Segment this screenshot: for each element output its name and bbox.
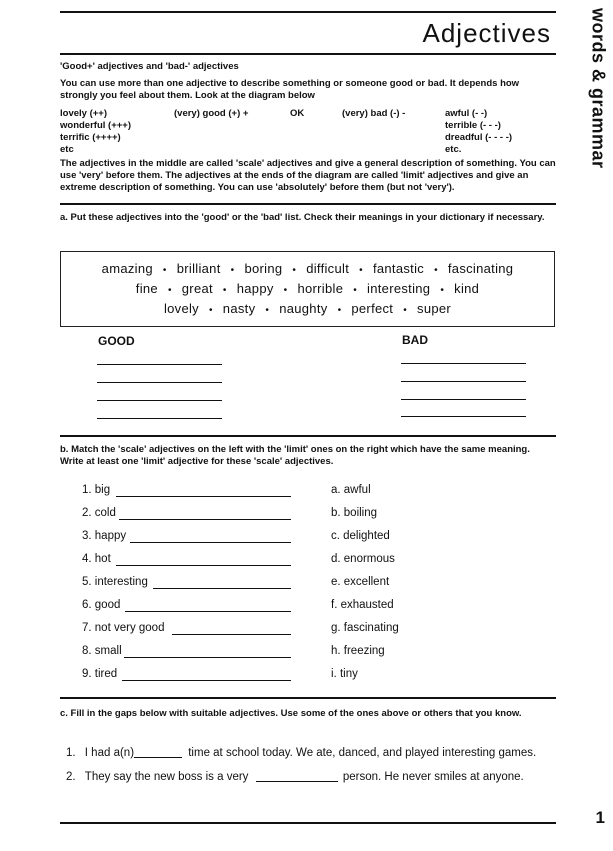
intro-heading: 'Good+' adjectives and 'bad-' adjectives: [60, 61, 239, 72]
good-line-2[interactable]: [97, 382, 222, 383]
answer-line-4[interactable]: [116, 565, 291, 566]
good-label: GOOD: [98, 334, 135, 348]
bullet: •: [162, 265, 167, 276]
sentence-1: [66, 747, 536, 759]
answer-line-1[interactable]: [116, 496, 291, 497]
bullet: •: [265, 305, 270, 316]
sentence-text: person. He never smiles at anyone.: [342, 771, 524, 783]
word: perfect: [351, 301, 394, 316]
scale-item: 6. good: [82, 599, 121, 611]
bad-line-3[interactable]: [401, 399, 526, 400]
word-row-1: [61, 261, 554, 276]
diagram-col3: OK: [290, 108, 305, 119]
bad-line-4[interactable]: [401, 416, 526, 417]
bottom-rule: [60, 822, 556, 824]
word: fantastic: [372, 261, 425, 276]
limit-item: g. fascinating: [331, 622, 399, 634]
sentence-number: 2.: [66, 771, 76, 783]
word: happy: [236, 281, 274, 296]
bad-label: BAD: [402, 333, 428, 347]
sentence-2: [66, 771, 524, 783]
section-c-rule: [60, 697, 556, 699]
section-a-instruction: a. Put these adjectives into the 'good' or the 'bad' list. Check their meanings in your dictionary if necessary.: [60, 212, 545, 223]
answer-line-7[interactable]: [172, 634, 291, 635]
word: horrible: [297, 281, 344, 296]
diagram-col2: (very) good (+) +: [174, 108, 249, 119]
scale-item: 7. not very good: [82, 622, 165, 634]
gap-1[interactable]: [134, 757, 182, 758]
bullet: •: [353, 285, 358, 296]
bad-line-2[interactable]: [401, 381, 526, 382]
section-b-rule: [60, 435, 556, 437]
limit-item: h. freezing: [331, 645, 385, 657]
answer-line-3[interactable]: [130, 542, 291, 543]
bullet: •: [230, 265, 235, 276]
word-box: [60, 251, 555, 327]
title-rule: [60, 53, 556, 55]
bullet: •: [292, 265, 297, 276]
good-line-4[interactable]: [97, 418, 222, 419]
limit-item: b. boiling: [331, 507, 378, 519]
word-row-2: [61, 281, 554, 296]
word: nasty: [222, 301, 256, 316]
bullet: •: [440, 285, 445, 296]
word: naughty: [279, 301, 328, 316]
answer-line-2[interactable]: [119, 519, 291, 520]
word: fine: [135, 281, 158, 296]
good-line-3[interactable]: [97, 400, 222, 401]
word: interesting: [367, 281, 431, 296]
word: super: [417, 301, 452, 316]
intro-paragraph: You can use more than one adjective to describe something or someone good or bad. It depends how strongly you feel about them. Look at the diagram below: [60, 78, 520, 101]
bullet: •: [403, 305, 408, 316]
scale-item: 5. interesting: [82, 576, 148, 588]
word: fascinating: [447, 261, 514, 276]
bullet: •: [359, 265, 363, 276]
intro-explanation: The adjectives in the middle are called 'scale' adjectives and give a general description of something. You can use 'very' before them. The adjectives at the ends of the diagram are called 'limit' adjectives and give an extreme description of something. You can use 'absolutely' before them (but not 'very').: [60, 158, 556, 193]
word: great: [181, 281, 213, 296]
sentence-text: They say the new boss is a very: [84, 771, 249, 783]
page-number: 1: [595, 808, 605, 827]
word-row-3: [61, 301, 554, 316]
scale-item: 9. tired: [82, 668, 118, 680]
limit-item: c. delighted: [331, 530, 390, 542]
side-title: words & grammar: [588, 8, 609, 169]
diagram-col5: awful (- -) terrible (- - -) dreadful (- - - -) etc.: [445, 108, 513, 155]
bullet: •: [337, 305, 342, 316]
top-rule: [60, 11, 556, 13]
diagram-col1: lovely (++) wonderful (+++) terrific (++++) etc: [60, 108, 131, 155]
bullet: •: [208, 305, 213, 316]
limit-item: d. enormous: [331, 553, 395, 565]
word: brilliant: [176, 261, 221, 276]
limit-item: e. excellent: [331, 576, 390, 588]
diagram-col4: (very) bad (-) -: [342, 108, 406, 119]
word: difficult: [306, 261, 350, 276]
answer-line-5[interactable]: [153, 588, 291, 589]
word: kind: [454, 281, 480, 296]
scale-item: 3. happy: [82, 530, 127, 542]
bullet: •: [222, 285, 227, 296]
section-b-instruction: b. Match the 'scale' adjectives on the left with the 'limit' ones on the right which have the same meaning. Write at least one 'limit' adjective for these 'scale' adjectives.: [60, 444, 530, 467]
word: boring: [244, 261, 283, 276]
sentence-text: I had a(n): [84, 747, 135, 759]
gap-2[interactable]: [256, 781, 338, 782]
section-c-instruction: c. Fill in the gaps below with suitable adjectives. Use some of the ones above or others that you know.: [60, 708, 522, 719]
page-title: Adjectives: [422, 18, 551, 48]
scale-item: 8. small: [82, 645, 122, 657]
answer-line-9[interactable]: [122, 680, 291, 681]
limit-item: i. tiny: [331, 668, 358, 680]
limit-item: f. exhausted: [331, 599, 394, 611]
bullet: •: [283, 285, 288, 296]
scale-item: 4. hot: [82, 553, 111, 565]
good-line-1[interactable]: [97, 364, 222, 365]
answer-line-8[interactable]: [124, 657, 291, 658]
sentence-number: 1.: [66, 747, 76, 759]
scale-item: 2. cold: [82, 507, 116, 519]
sentence-text: time at school today. We ate, danced, and played interesting games.: [188, 747, 537, 759]
bullet: •: [434, 265, 438, 276]
bad-line-1[interactable]: [401, 363, 526, 364]
scale-item: 1. big: [82, 484, 111, 496]
word: lovely: [163, 301, 199, 316]
bullet: •: [167, 285, 172, 296]
limit-item: a. awful: [331, 484, 371, 496]
answer-line-6[interactable]: [125, 611, 291, 612]
section-a-rule: [60, 203, 556, 205]
word: amazing: [101, 261, 153, 276]
